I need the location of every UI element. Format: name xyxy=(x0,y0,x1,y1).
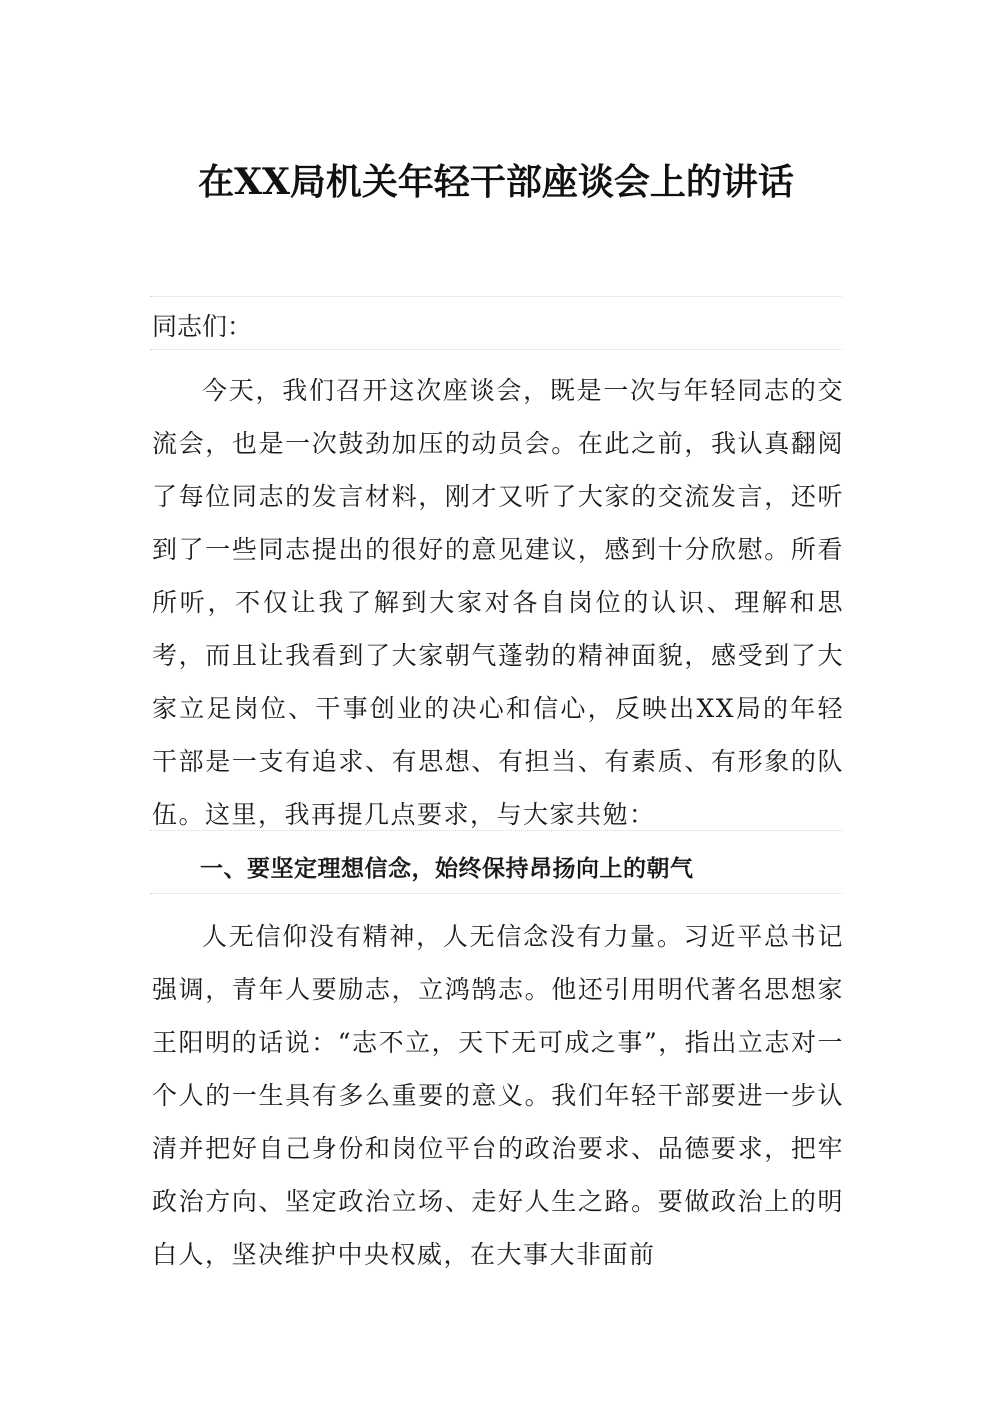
greeting-text: 同志们： xyxy=(152,312,253,341)
body-paragraph: 人无信仰没有精神，人无信念没有力量。习近平总书记强调，青年人要励志，立鸿鹄志。他还引用明代著名思想家王阳明的话说：“志不立，天下无可成之事”，指出立志对一个人的一生具有多么重要的意义。我们年轻干部要进一步认清并把好自己身份和岗位平台的政治要求、品德要求，把牢政治方向、坚定政治立场、走好人生之路。要做政治上的明白人，坚决维护中央权威，在大事大非面前 xyxy=(152,922,844,1269)
document-title: 在XX局机关年轻干部座谈会上的讲话 xyxy=(198,161,794,203)
body-paragraph: 今天，我们召开这次座谈会，既是一次与年轻同志的交流会，也是一次鼓劲加压的动员会。在此之前，我认真翻阅了每位同志的发言材料，刚才又听了大家的交流发言，还听到了一些同志提出的很好的意见建议，感到十分欣慰。所看所听，不仅让我了解到大家对各自岗位的认识、理解和思考，而且让我看到了大家朝气蓬勃的精神面貌，感受到了大家立足岗位、干事创业的决心和信心，反映出XX局的年轻干部是一支有追求、有思想、有担当、有素质、有形象的队伍。这里，我再提几点要求，与大家共勉： xyxy=(152,376,844,829)
section-heading: 一、要坚定理想信念，始终保持昂扬向上的朝气 xyxy=(200,856,694,882)
divider-line xyxy=(150,830,842,831)
divider-line xyxy=(150,349,842,350)
divider-line xyxy=(150,296,842,297)
divider-line xyxy=(150,893,842,894)
